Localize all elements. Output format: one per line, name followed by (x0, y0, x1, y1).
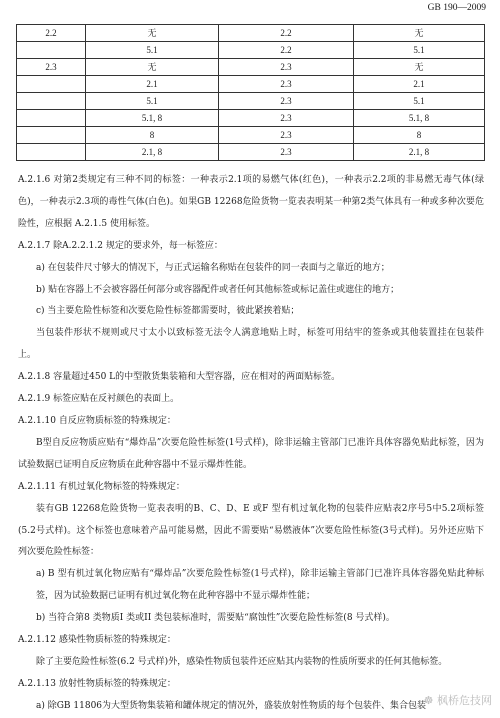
paragraph: A.2.1.6 对第2类规定有三种不同的标签：一种表示2.1项的易燃气体(红色)，一种表示2.2项的非易燃无毒气体(绿色)，一种表示2.3项的毒性气体(白色)。如果GB 12268危险货物一览表表明某一种第2类气体具有一种或多种次要危险性，应根据 A.2.1.5 使用标签。 (18, 175, 484, 229)
table-cell: 2.2 (219, 25, 354, 42)
table-cell: 无 (354, 25, 485, 42)
paragraph: A.2.1.10 自反应物质标签的特殊规定： (18, 415, 176, 426)
table-cell: 2.1, 8 (354, 144, 485, 161)
paragraph: A.2.1.7 除A.2.2.1.2 规定的要求外，每一标签应： (18, 240, 223, 251)
paragraph: 装有GB 12268危险货物一览表表明的B、C、D、E 或F 型有机过氧化物的包装件应贴表2序号5中5.2项标签(5.2号式样)。这个标签也意味着产品可能易燃，因此不需要贴“易燃液体”次要危险性标签(3号式样)。另外还应贴下列次要危险性标签： (18, 503, 484, 558)
table-cell (17, 127, 86, 144)
watermark: ☸ 枫桥危技网 (423, 694, 492, 707)
paragraph: A.2.1.8 容量超过450 L的中型散货集装箱和大型容器，应在相对的两面贴标签。 (18, 372, 341, 383)
table-cell: 5.1, 8 (354, 110, 485, 127)
table-cell: 2.3 (219, 93, 354, 110)
list-item: c) 当主要危险性标签和次要危险性标签都需要时，彼此紧挨着贴； (36, 306, 300, 317)
table-cell: 2.3 (219, 110, 354, 127)
table-cell: 5.1 (86, 42, 219, 59)
paragraph: A.2.1.11 有机过氧化物标签的特殊规定： (18, 481, 185, 492)
table-cell: 8 (86, 127, 219, 144)
standard-code: GB 190—2009 (427, 3, 486, 13)
table-cell (17, 42, 86, 59)
table-cell: 8 (354, 127, 485, 144)
list-item: b) 当符合第8 类物质I 类或II 类包装标准时，需要贴“腐蚀性”次要危险性标签(8 号式样)。 (36, 613, 395, 624)
table-cell (17, 144, 86, 161)
paragraph: B型自反应物质应贴有“爆炸品”次要危险性标签(1号式样)，除非运输主管部门已准许具体容器免贴此标签，因为试验数据已证明自反应物质在此种容器中不显示爆炸性能。 (18, 437, 484, 470)
table-cell: 2.1, 8 (86, 144, 219, 161)
table-row (17, 127, 485, 144)
paragraph: 除了主要危险性标签(6.2 号式样)外，感染性物质包装件还应贴其内装物的性质所要求的任何其他标签。 (36, 656, 448, 667)
table-cell: 2.1 (86, 76, 219, 93)
list-item: a) 除GB 11806为大型货物集装箱和罐体规定的情况外，盛装放射性物质的每个包装件、集合包装 (36, 700, 427, 711)
table-cell: 无 (86, 25, 219, 42)
paragraph: A.2.1.9 标签应贴在反衬颜色的表面上。 (18, 394, 180, 405)
list-item: a) 在包装件尺寸够大的情况下，与正式运输名称贴在包装件的同一表面与之靠近的地方； (36, 262, 390, 273)
table-row (17, 76, 485, 93)
paragraph: 当包装件形状不规则或尺寸太小以致标签无法令人满意地贴上时，标签可用结牢的签条或其他装置挂在包装件上。 (18, 328, 484, 361)
table-cell: 2.3 (219, 76, 354, 93)
table-cell (17, 93, 86, 110)
paragraph: A.2.1.13 放射性物质标签的特殊规定： (18, 678, 176, 689)
table-row (17, 144, 485, 161)
table-cell (17, 110, 86, 127)
table-cell: 2.1 (354, 76, 485, 93)
list-item: b) 贴在容器上不会被容器任何部分或容器配件或者任何其他标签或标记盖住或遮住的地方； (36, 284, 400, 295)
table-cell: 5.1, 8 (86, 110, 219, 127)
body-text (18, 170, 484, 718)
table-cell: 5.1 (354, 93, 485, 110)
table-row (17, 93, 485, 110)
table-cell (17, 76, 86, 93)
table-row (17, 25, 485, 42)
table-cell: 5.1 (354, 42, 485, 59)
list-item: a) B 型有机过氧化物应贴有“爆炸品”次要危险性标签(1号式样)，除非运输主管部门已准许具体容器免贴此种标签，因为试验数据已证明有机过氧化物在此种容器中不显示爆炸性能； (36, 569, 484, 602)
paragraph: A.2.1.12 感染性物质标签的特殊规定： (18, 635, 176, 646)
label-table (16, 24, 485, 161)
table-cell: 2.3 (17, 59, 86, 76)
table-cell: 2.3 (219, 144, 354, 161)
table-cell: 2.2 (219, 42, 354, 59)
table-cell: 无 (354, 59, 485, 76)
table-row (17, 59, 485, 76)
table-cell: 2.2 (17, 25, 86, 42)
table-cell: 5.1 (86, 93, 219, 110)
table-cell: 2.3 (219, 127, 354, 144)
table-row (17, 42, 485, 59)
table-row (17, 110, 485, 127)
table-cell: 无 (86, 59, 219, 76)
table-cell: 2.3 (219, 59, 354, 76)
